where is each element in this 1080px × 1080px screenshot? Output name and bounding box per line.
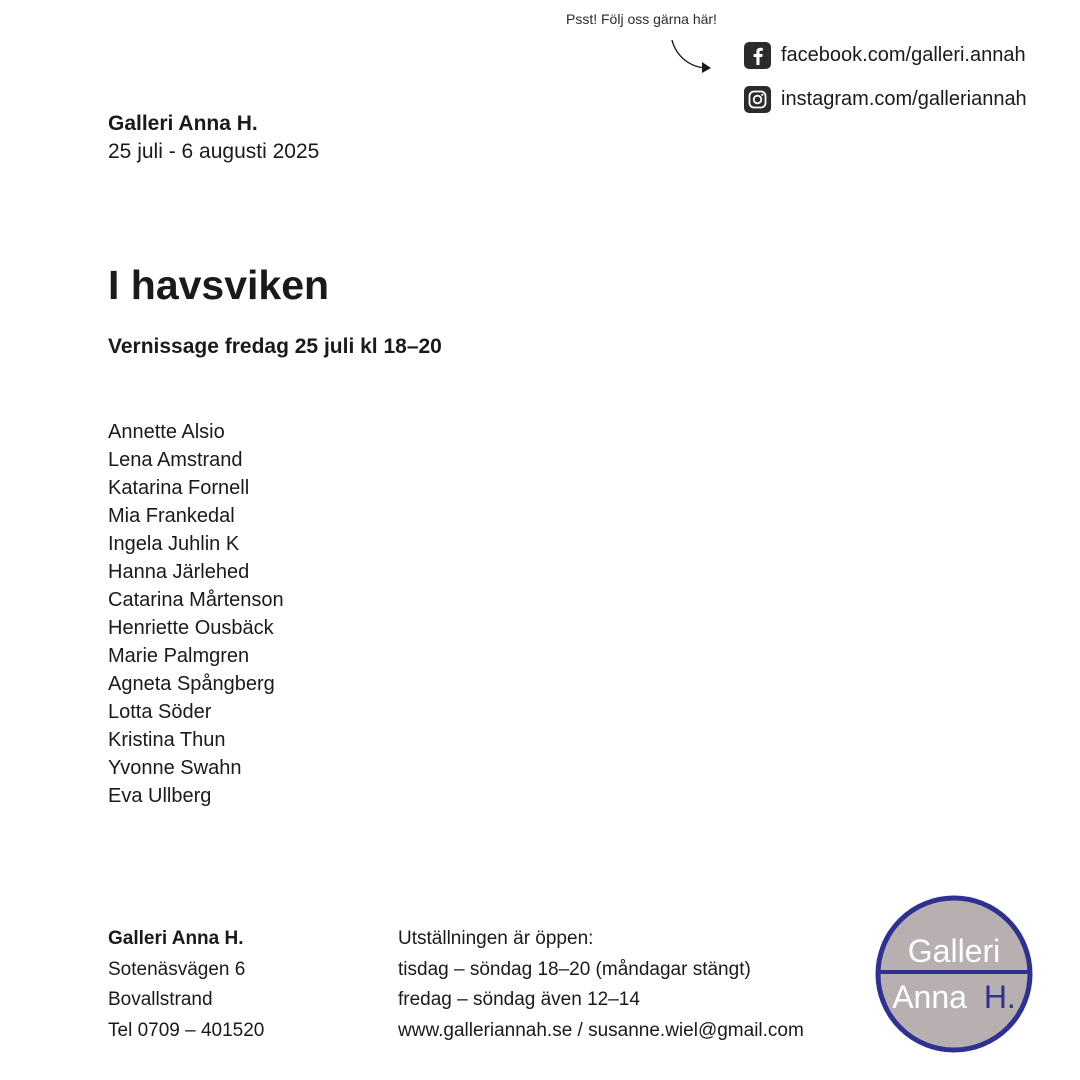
- opening-hours-weekdays: tisdag – söndag 18–20 (måndagar stängt): [398, 958, 751, 980]
- artist-name: Lotta Söder: [108, 701, 212, 723]
- artist-name: Mia Frankedal: [108, 505, 235, 527]
- artist-name: Yvonne Swahn: [108, 757, 242, 779]
- instagram-url: instagram.com/galleriannah: [781, 88, 1027, 110]
- instagram-icon: [744, 86, 771, 113]
- opening-hours-block: [398, 924, 804, 1046]
- gallery-logo: [874, 894, 1034, 1054]
- artist-name: Marie Palmgren: [108, 645, 250, 667]
- artist-name: Lena Amstrand: [108, 449, 243, 471]
- logo-text-anna: [892, 979, 1016, 1015]
- gallery-name: Galleri Anna H.: [108, 112, 258, 135]
- exhibition-dates: 25 juli - 6 augusti 2025: [108, 140, 320, 163]
- logo-text-accent: H.: [983, 979, 1016, 1015]
- facebook-url: facebook.com/galleri.annah: [781, 44, 1026, 66]
- artist-name: Henriette Ousbäck: [108, 617, 274, 639]
- instagram-link[interactable]: [744, 86, 1027, 113]
- logo-text-galleri: Galleri: [907, 933, 1001, 969]
- logo-text-anna-name: Anna: [892, 979, 967, 1015]
- exhibition-title: I havsviken: [108, 262, 330, 308]
- address-block: [108, 924, 264, 1046]
- contact-info: www.galleriannah.se / susanne.wiel@gmail.com: [398, 1019, 804, 1041]
- footer-gallery-name: Galleri Anna H.: [108, 928, 244, 949]
- footer-phone: Tel 0709 – 401520: [108, 1019, 265, 1041]
- opening-hours-weekend: fredag – söndag även 12–14: [398, 989, 640, 1010]
- arrow-icon: [668, 36, 716, 76]
- artist-name: Kristina Thun: [108, 729, 226, 751]
- artist-name: Agneta Spångberg: [108, 673, 275, 695]
- artist-name: Hanna Järlehed: [108, 561, 250, 583]
- facebook-link[interactable]: [744, 42, 1026, 69]
- artist-name: Annette Alsio: [108, 421, 225, 443]
- footer-street: Sotenäsvägen 6: [108, 958, 246, 980]
- artist-list: [108, 420, 284, 812]
- artist-name: Ingela Juhlin K: [108, 533, 240, 555]
- artist-name: Catarina Mårtenson: [108, 589, 284, 611]
- opening-heading: Utställningen är öppen:: [398, 928, 594, 949]
- vernissage-info: Vernissage fredag 25 juli kl 18–20: [108, 335, 442, 358]
- footer-town: Bovallstrand: [108, 989, 213, 1010]
- artist-name: Katarina Fornell: [108, 477, 250, 499]
- facebook-icon: [744, 42, 771, 69]
- artist-name: Eva Ullberg: [108, 785, 212, 807]
- follow-hint: Psst! Följ oss gärna här!: [566, 11, 717, 27]
